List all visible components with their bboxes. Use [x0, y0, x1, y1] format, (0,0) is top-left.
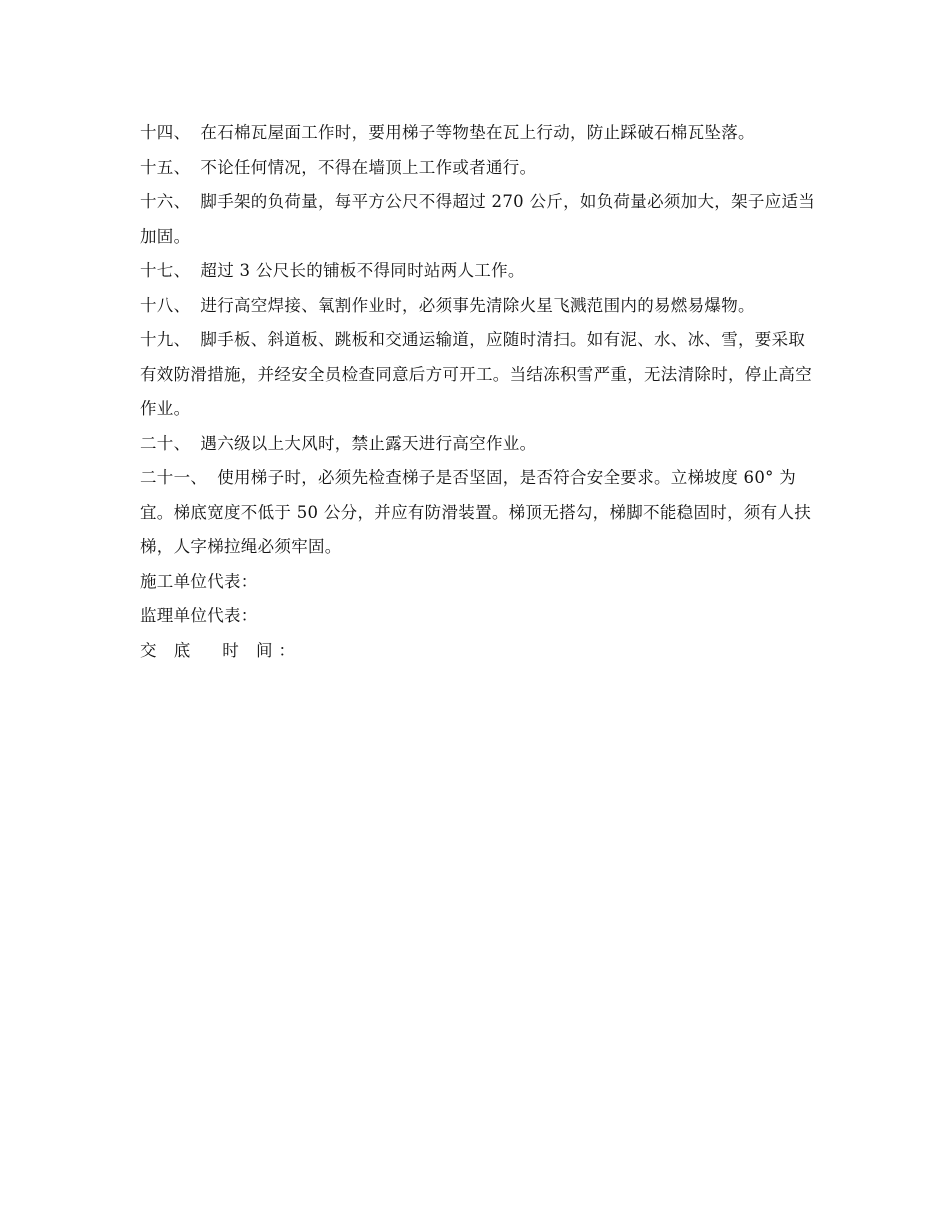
rule-text: 超过 3 公尺长的铺板不得同时站两人工作。: [200, 261, 525, 280]
rule-number: 二十一、: [140, 468, 208, 487]
rule-item-17: [140, 254, 820, 289]
rule-item-18: [140, 289, 820, 324]
rule-text: 不论任何情况，不得在墙顶上工作或者通行。: [200, 157, 537, 177]
rule-number: 十七、: [140, 261, 191, 280]
rule-number: 十六、: [140, 192, 191, 211]
rule-text: 使用梯子时，必须先检查梯子是否坚固，是否符合安全要求。立梯坡度 60° 为宜。梯底宽度不低于 50 公分，并应有防滑装置。梯顶无搭勾，梯脚不能稳固时，须有人扶梯，人字梯拉绳必须牢固。: [140, 468, 812, 556]
supervisor-signature-line: [140, 599, 820, 634]
rule-item-21: [140, 461, 820, 565]
rule-number: 十四、: [140, 123, 191, 142]
rule-text: 脚手板、斜道板、跳板和交通运输道，应随时清扫。如有泥、水、冰、雪，要采取有效防滑措施，并经安全员检查同意后方可开工。当结冻积雪严重，无法清除时，停止高空作业。: [140, 330, 812, 418]
rule-text: 在石棉瓦屋面工作时，要用梯子等物垫在瓦上行动，防止踩破石棉瓦坠落。: [200, 123, 755, 142]
rule-item-15: [140, 151, 820, 186]
rule-item-14: [140, 116, 820, 151]
handover-label: 交 底: [140, 640, 197, 660]
rule-text: 脚手架的负荷量，每平方公尺不得超过 270 公斤，如负荷量必须加大，架子应适当加固。: [140, 192, 816, 246]
rule-item-16: [140, 185, 820, 254]
rule-number: 十九、: [140, 330, 191, 349]
contractor-label: 施工单位代表：: [140, 571, 258, 591]
rule-number: 二十、: [140, 433, 191, 453]
time-label: 时 间：: [222, 640, 301, 660]
handover-time-line: [140, 634, 820, 669]
rule-item-20: [140, 427, 820, 462]
supervisor-label: 监理单位代表：: [140, 606, 258, 625]
rule-number: 十八、: [140, 295, 191, 315]
rule-text: 进行高空焊接、氧割作业时，必须事先清除火星飞溅范围内的易燃易爆物。: [200, 295, 755, 315]
document-body: [140, 116, 820, 668]
rule-item-19: [140, 323, 820, 427]
rule-text: 遇六级以上大风时，禁止露天进行高空作业。: [200, 433, 537, 453]
contractor-signature-line: [140, 565, 820, 600]
rule-number: 十五、: [140, 157, 191, 177]
